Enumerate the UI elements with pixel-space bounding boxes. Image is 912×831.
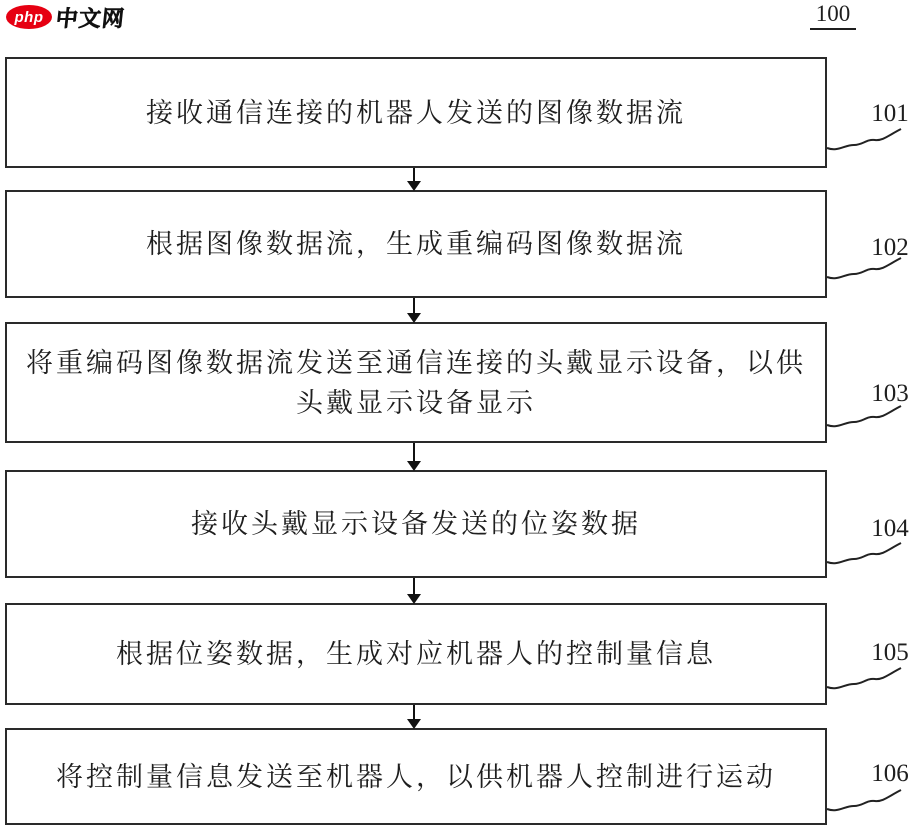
leader-squiggle-106 — [826, 787, 910, 813]
flow-step-101-text: 接收通信连接的机器人发送的图像数据流 — [146, 97, 686, 128]
flow-arrow-down-2 — [407, 298, 421, 323]
arrowhead-icon — [407, 594, 421, 604]
leader-squiggle-101 — [826, 126, 910, 152]
leader-squiggle-104 — [826, 540, 910, 566]
php-logo-site-text: 中文网 — [54, 5, 127, 31]
figure-number: 100 — [810, 1, 856, 30]
flow-step-102 — [5, 190, 827, 298]
flow-step-103-text: 将重编码图像数据流发送至通信连接的头戴显示设备，以供头戴显示设备显示 — [26, 347, 806, 418]
ref-label-106: 106 — [871, 760, 909, 787]
ref-label-102: 102 — [871, 234, 909, 261]
flow-step-106-text: 将控制量信息发送至机器人，以供机器人控制进行运动 — [56, 761, 776, 792]
flow-arrow-down-4 — [407, 578, 421, 604]
flow-step-101 — [5, 57, 827, 168]
flow-step-102-text: 根据图像数据流，生成重编码图像数据流 — [146, 229, 686, 259]
ref-label-105: 105 — [871, 639, 909, 666]
flow-step-103 — [5, 322, 827, 443]
arrowhead-icon — [407, 313, 421, 323]
flow-step-104 — [5, 470, 827, 578]
flow-arrow-down-5 — [407, 705, 421, 729]
flow-step-105 — [5, 603, 827, 705]
ref-label-103: 103 — [871, 380, 909, 407]
arrowhead-icon — [407, 181, 421, 191]
flow-arrow-down-1 — [407, 168, 421, 191]
php-logo-badge — [6, 5, 52, 29]
flow-step-104-text: 接收头戴显示设备发送的位姿数据 — [191, 509, 641, 539]
ref-label-104: 104 — [871, 515, 909, 542]
flow-step-106 — [5, 728, 827, 825]
flow-arrow-down-3 — [407, 443, 421, 471]
ref-label-101: 101 — [871, 100, 909, 127]
leader-squiggle-105 — [826, 665, 910, 691]
flow-step-105-text: 根据位姿数据，生成对应机器人的控制量信息 — [116, 639, 716, 669]
php-logo-text: php — [14, 8, 44, 26]
arrowhead-icon — [407, 461, 421, 471]
php-logo — [6, 4, 125, 30]
arrowhead-icon — [407, 719, 421, 729]
